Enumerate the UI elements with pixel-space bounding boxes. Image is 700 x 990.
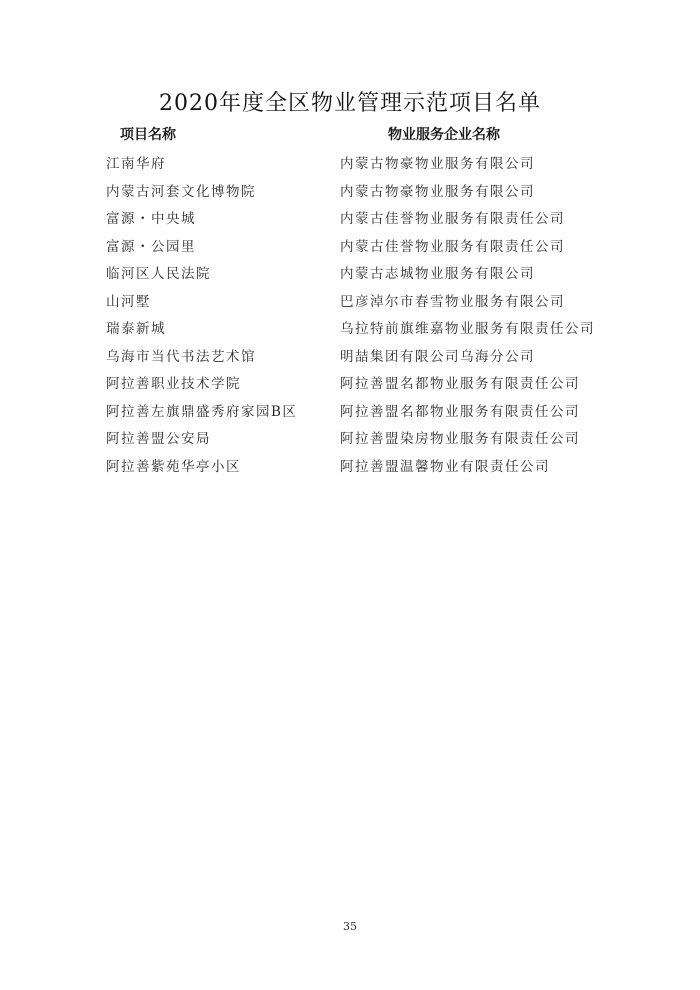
project-name: 阿拉善职业技术学院 [106,376,241,392]
table-row [0,290,700,318]
project-name: 富源・中央城 [106,211,196,227]
table-row [0,262,700,290]
company-name: 明喆集团有限公司乌海分公司 [340,348,535,365]
project-name: 阿拉善紫苑华亭小区 [106,458,241,475]
table-row [0,235,700,263]
table-row [0,427,700,455]
project-name: 山河墅 [106,293,151,310]
page-number: 35 [343,920,357,933]
table-row [0,207,700,235]
company-name: 内蒙古志城物业服务有限公司 [340,266,535,282]
company-name: 乌拉特前旗维嘉物业服务有限责任公司 [340,321,595,337]
company-name: 内蒙古物豪物业服务有限公司 [340,156,535,172]
company-name: 阿拉善盟名都物业服务有限责任公司 [340,376,580,392]
project-name: 阿拉善左旗鼎盛秀府家园B区 [106,403,298,420]
company-name: 内蒙古佳誉物业服务有限责任公司 [340,211,565,227]
project-name: 乌海市当代书法艺术馆 [106,348,256,365]
company-name: 内蒙古物豪物业服务有限公司 [340,183,535,200]
project-name: 内蒙古河套文化博物院 [106,183,256,200]
company-name: 阿拉善盟染房物业服务有限责任公司 [340,431,580,447]
column-header-project: 项目名称 [120,127,176,143]
project-name: 富源・公园里 [106,238,196,255]
table-row [0,345,700,373]
company-name: 阿拉善盟名都物业服务有限责任公司 [340,403,580,420]
table-row [0,180,700,208]
page-title: 2020年度全区物业管理示范项目名单 [159,91,541,116]
table-row [0,317,700,345]
table-row [0,152,700,180]
company-name: 巴彦淖尔市春雪物业服务有限公司 [340,293,565,310]
table-row [0,400,700,428]
project-name: 瑞泰新城 [106,321,166,337]
table-row [0,455,700,483]
company-name: 内蒙古佳誉物业服务有限责任公司 [340,238,565,255]
table-row [0,372,700,400]
project-name: 临河区人民法院 [106,266,211,282]
project-list [0,152,700,482]
project-name: 江南华府 [106,156,166,172]
company-name: 阿拉善盟温馨物业有限责任公司 [340,458,550,475]
project-name: 阿拉善盟公安局 [106,431,211,447]
column-header-company: 物业服务企业名称 [388,127,500,143]
